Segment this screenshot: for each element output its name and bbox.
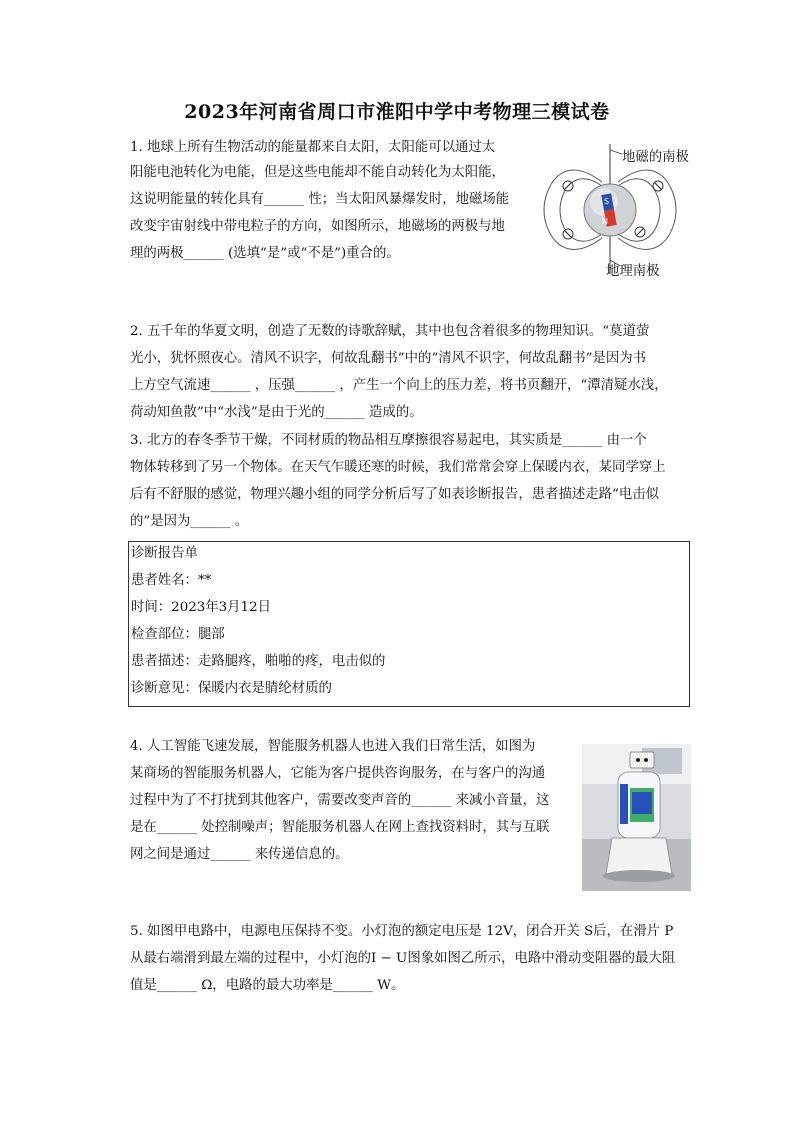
report-line: 诊断报告单 <box>131 546 198 561</box>
page-title: 2023年河南省周口市淮阳中学中考物理三模试卷 <box>184 101 610 123</box>
question-text-line: 阳能电池转化为电能，但是这些电能却不能自动转化为太阳能， <box>130 165 505 180</box>
question-text-line: 改变宇宙射线中带电粒子的方向，如图所示，地磁场的两极与地 <box>130 219 505 234</box>
question-text-line: 4. 人工智能飞速发展，智能服务机器人也进入我们日常生活，如图为 <box>130 739 536 754</box>
question-text-line: 是在______ 处控制噪声；智能服务机器人在网上查找资料时，其与互联 <box>130 820 550 835</box>
question-text-line: 光小，犹怀照夜心。清风不识字，何故乱翻书”中的“清风不识字，何故乱翻书”是因为书 <box>130 351 646 366</box>
report-line: 检查部位：腿部 <box>131 627 225 642</box>
question-text-line: 1. 地球上所有生物活动的能量都来自太阳，太阳能可以通过太 <box>130 140 496 155</box>
question-text-line: 从最右端滑到最左端的过程中，小灯泡的I − U图象如图乙所示，电路中滑动变阻器的最大阻 <box>130 951 676 966</box>
question-text-line: 后有不舒服的感觉，物理兴趣小组的同学分析后写了如表诊断报告，患者描述走路“电击似 <box>130 487 660 502</box>
magnet-north-label: N <box>602 217 608 226</box>
report-line: 诊断意见：保暖内衣是腈纶材质的 <box>131 681 332 696</box>
question-text-line: 上方空气流速______ ，压强______ ，产生一个向上的压力差，将书页翻开，“潭清疑水浅， <box>130 378 668 393</box>
robot-image <box>582 744 691 891</box>
question-text-line: 值是______ Ω，电路的最大功率是______ W。 <box>130 978 405 993</box>
question-text-line: 3. 北方的春冬季节干燥，不同材质的物品相互摩擦很容易起电，其实质是______ 由一个 <box>130 433 647 448</box>
question-text-line: 理的两极______ (选填“是”或“不是”)重合的。 <box>130 246 400 261</box>
question-text-line: 某商场的智能服务机器人，它能为客户提供咨询服务，在与客户的沟通 <box>130 766 546 781</box>
question-text-line: 网之间是通过______ 来传递信息的。 <box>130 847 349 862</box>
diagnosis-report-box <box>128 541 690 707</box>
figure-label-magnetic-south: 地磁的南极 <box>622 150 689 165</box>
question-text-line: 物体转移到了另一个物体。在天气乍暖还寒的时候，我们常常会穿上保暖内衣，某同学穿上 <box>130 460 666 475</box>
report-line: 患者描述：走路腿疼，啪啪的疼，电击似的 <box>131 654 386 669</box>
figure-label-geographic-south: 地理南极 <box>606 264 660 279</box>
question-text-line: 2. 五千年的华夏文明，创造了无数的诗歌辞赋，其中也包含着很多的物理知识。“莫道萤 <box>130 324 650 339</box>
report-line: 时间：2023年3月12日 <box>131 600 271 615</box>
question-text-line: 过程中为了不打扰到其他客户，需要改变声音的______ 来减小音量，这 <box>130 793 550 808</box>
question-text-line: 这说明能量的转化具有______ 性；当太阳风暴爆发时，地磁场能 <box>130 192 510 207</box>
question-text-line: 5. 如图甲电路中，电源电压保持不变。小灯泡的额定电压是 12V，闭合开关 S后，在滑片 P <box>130 924 674 939</box>
question-text-line: 的”是因为______ 。 <box>130 514 249 529</box>
service-robot-photo <box>582 744 691 891</box>
report-line: 患者姓名：** <box>131 573 212 588</box>
magnet-south-label: S <box>604 197 610 206</box>
question-text-line: 荷动知鱼散”中“水浅”是由于光的______ 造成的。 <box>130 405 423 420</box>
